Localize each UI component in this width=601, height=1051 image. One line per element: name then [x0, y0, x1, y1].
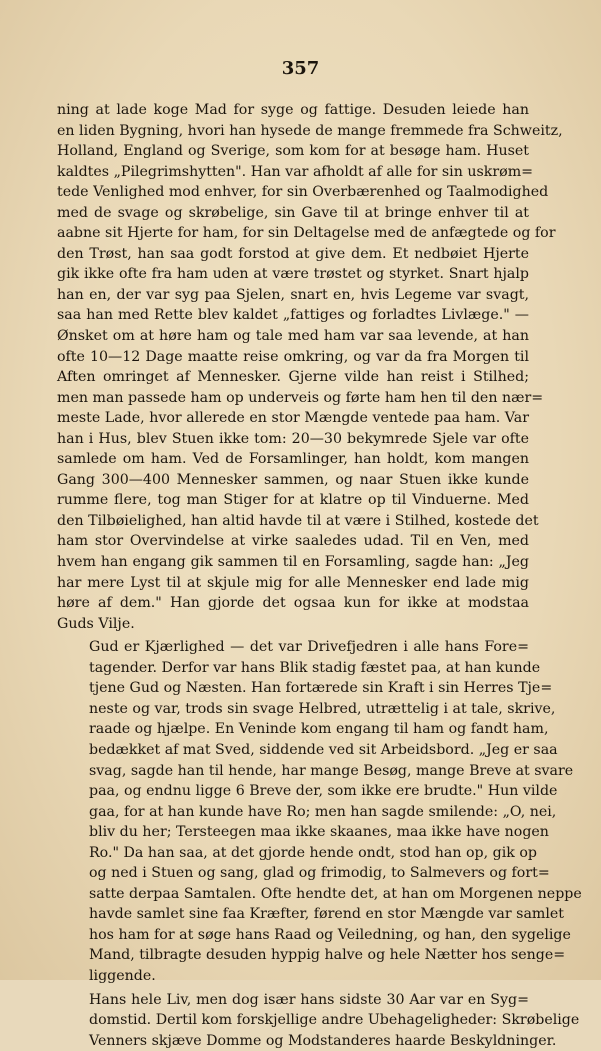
text-line: Venners skjæve Domme og Modstanderes haarde Beskyldninger.: [89, 1032, 557, 1049]
text-line: ham stor Overvindelse at virke saaledes udad. Til en Ven, med: [57, 533, 529, 550]
text-line: neste og var, trods sin svage Helbred, utrættelig i at tale, skrive,: [89, 700, 556, 717]
text-line: rumme flere, tog man Stiger for at klatre op til Vinduerne. Med: [57, 492, 529, 509]
text-line: svag, sagde han til hende, har mange Besøg, mange Breve at svare: [89, 762, 574, 779]
text-line: domstid. Dertil kom forskjellige andre Ubehageligheder: Skrøbelige: [89, 1012, 580, 1029]
text-line: liggende.: [89, 967, 156, 984]
paragraph: [57, 637, 582, 986]
text-line: bliv du her; Tersteegen maa ikke skaanes, maa ikke have nogen: [89, 824, 549, 841]
page-number: 357: [281, 58, 320, 79]
text-line: paa, og endnu ligge 6 Breve der, som ikke ere brudte." Hun vilde: [89, 783, 558, 800]
text-line: gaa, for at han kunde have Ro; men han sagde smilende: „O, nei,: [89, 803, 557, 820]
text-line: kaldtes „Pilegrimshytten". Han var afholdt af alle for sin uskrøm=: [57, 163, 534, 180]
text-line: ofte 10—12 Dage maatte reise omkring, og var da fra Morgen til: [57, 348, 529, 365]
text-line: ning at lade koge Mad for syge og fattige. Desuden leiede han: [57, 102, 529, 118]
text-line: bedækket af mat Sved, siddende ved sit Arbeidsbord. „Jeg er saa: [89, 741, 558, 758]
text-line: og ned i Stuen og sang, glad og frimodig, to Salmevers og fort=: [89, 865, 550, 882]
text-line: Ønsket om at høre ham og tale med ham var saa levende, at han: [57, 328, 529, 345]
text-line: Ro." Da han saa, at det gjorde hende ondt, stod han op, gik op: [89, 844, 537, 861]
text-line: Holland, England og Sverige, som kom for at besøge ham. Huset: [57, 143, 529, 160]
text-line: hos ham for at søge hans Raad og Veiledning, og han, den sygelige: [89, 926, 571, 943]
text-line: men man passede ham op underveis og førte ham hen til den nær=: [57, 389, 544, 406]
text-line: meste Lade, hvor allerede en stor Mængde ventede paa ham. Var: [57, 410, 529, 427]
text-line: aabne sit Hjerte for ham, for sin Deltagelse med de anfægtede og for: [57, 225, 556, 242]
text-line: gik ikke ofte fra ham uden at være trøstet og styrket. Snart hjalp: [57, 266, 529, 283]
text-line: en liden Bygning, hvori han hysede de mange fremmede fra Schweitz,: [57, 122, 563, 139]
text-line: tjene Gud og Næsten. Han fortærede sin Kraft i sin Herres Tje=: [89, 680, 553, 697]
paragraph: [57, 990, 580, 1051]
text-line: saa han med Rette blev kaldet „fattiges og forladtes Livlæge." —: [57, 307, 529, 324]
text-line: satte derpaa Samtalen. Ofte hendte det, at han om Morgenen neppe: [89, 885, 582, 902]
text-line: samlede om ham. Ved de Forsamlinger, han holdt, kom mangen: [57, 451, 529, 468]
text-line: Aften omringet af Mennesker. Gjerne vilde han reist i Stilhed;: [57, 369, 529, 386]
text-line: med de svage og skrøbelige, sin Gave til at bringe enhver til at: [57, 204, 529, 221]
paragraph: [57, 100, 563, 634]
text-line: Hans hele Liv, men dog især hans sidste 30 Aar var en Syg=: [89, 991, 529, 1008]
text-line: havde samlet sine faa Kræfter, førend en stor Mængde var samlet: [89, 906, 565, 923]
text-line: han en, der var syg paa Sjelen, snart en, hvis Legeme var svagt,: [57, 286, 529, 303]
text-line: har mere Lyst til at skjule mig for alle Mennesker end lade mig: [57, 574, 529, 591]
text-line: hvem han engang gik sammen til en Forsamling, sagde han: „Jeg: [57, 554, 529, 571]
text-line: Guds Vilje.: [57, 615, 135, 632]
text-line: Gang 300—400 Mennesker sammen, og naar Stuen ikke kunde: [57, 471, 529, 488]
text-line: Mand, tilbragte desuden hyppig halve og hele Nætter hos senge=: [89, 947, 566, 964]
text-line: den Tilbøielighed, han altid havde til at være i Stilhed, kostede det: [57, 512, 539, 529]
text-line: tede Venlighed mod enhver, for sin Overbærenhed og Taalmodighed: [57, 184, 549, 201]
text-line: den Trøst, han saa godt forstod at give dem. Et nedbøiet Hjerte: [57, 245, 529, 262]
text-line: høre af dem." Han gjorde det ogsaa kun for ikke at modstaa: [57, 595, 529, 612]
text-line: tagender. Derfor var hans Blik stadig fæstet paa, at han kunde: [89, 659, 541, 676]
text-line: Gud er Kjærlighed — det var Drivefjedren i alle hans Fore=: [89, 639, 529, 656]
text-line: han i Hus, blev Stuen ikke tom: 20—30 bekymrede Sjele var ofte: [57, 430, 529, 447]
body-text: [57, 100, 582, 1051]
text-line: raade og hjælpe. En Veninde kom engang til ham og fandt ham,: [89, 721, 549, 738]
